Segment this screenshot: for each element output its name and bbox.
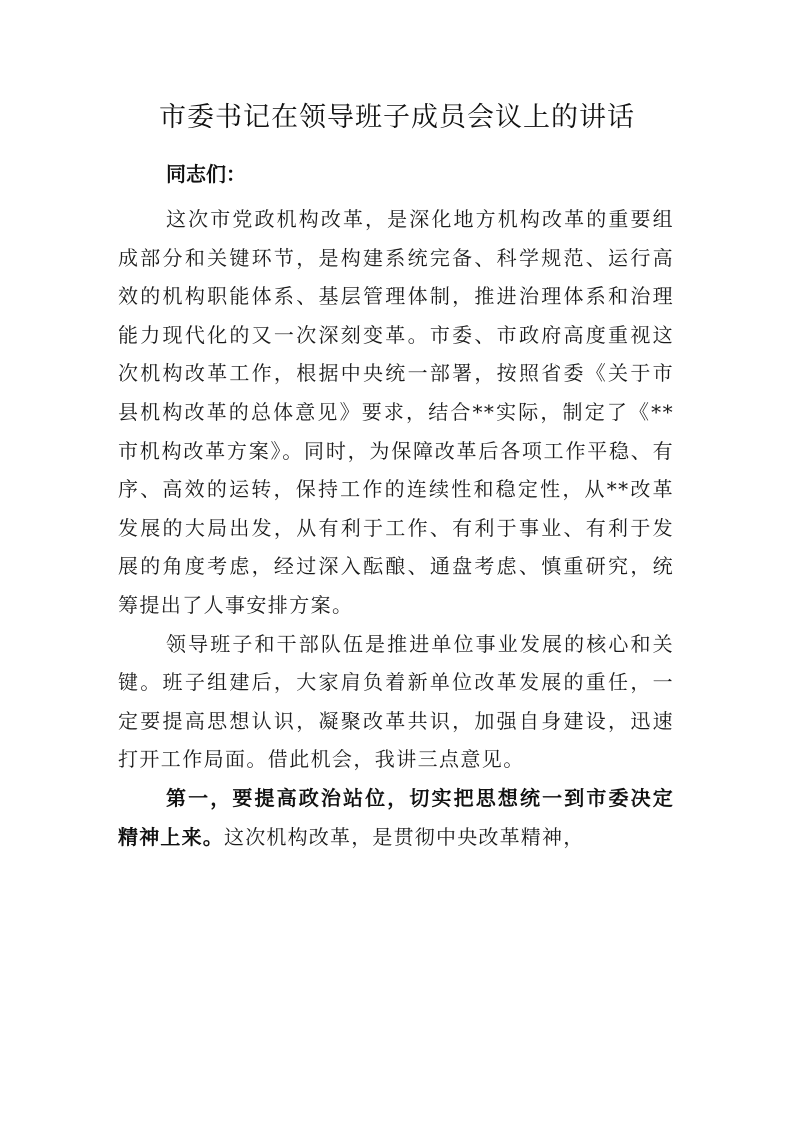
- document-body: [118, 150, 674, 856]
- paragraph-1: [118, 200, 674, 625]
- salutation: 同志们：: [166, 162, 246, 186]
- paragraph-3-lead: 第一，要提高政治站位，切实把思想统一到市委决定精神上来。: [118, 785, 674, 849]
- paragraph-3: [118, 779, 674, 856]
- paragraph-2-text: 领导班子和干部队伍是推进单位事业发展的核心和关键。班子组建后，大家肩负着新单位改革发展的重任，一定要提高思想认识，凝聚改革共识，加强自身建设，迅速打开工作局面。借此机会，我讲三点意见。: [118, 631, 674, 772]
- paragraph-3-text: 这次机构改革，是贯彻中央改革精神，: [224, 824, 585, 849]
- paragraph-2: [118, 625, 674, 779]
- document-title: 市委书记在领导班子成员会议上的讲话: [159, 102, 635, 133]
- paragraph-1-text: 这次市党政机构改革，是深化地方机构改革的重要组成部分和关键环节，是构建系统完备、科学规范、运行高效的机构职能体系、基层管理体制，推进治理体系和治理能力现代化的又一次深刻变革。市委、市政府高度重视这次机构改革工作，根据中央统一部署，按照省委《关于市县机构改革的总体意见》要求，结合**实际，制定了《**市机构改革方案》。同时，为保障改革后各项工作平稳、有序、高效的运转，保持工作的连续性和稳定性，从**改革发展的大局出发，从有利于工作、有利于事业、有利于发展的角度考虑，经过深入酝酿、通盘考虑、慎重研究，统筹提出了人事安排方案。: [118, 207, 674, 617]
